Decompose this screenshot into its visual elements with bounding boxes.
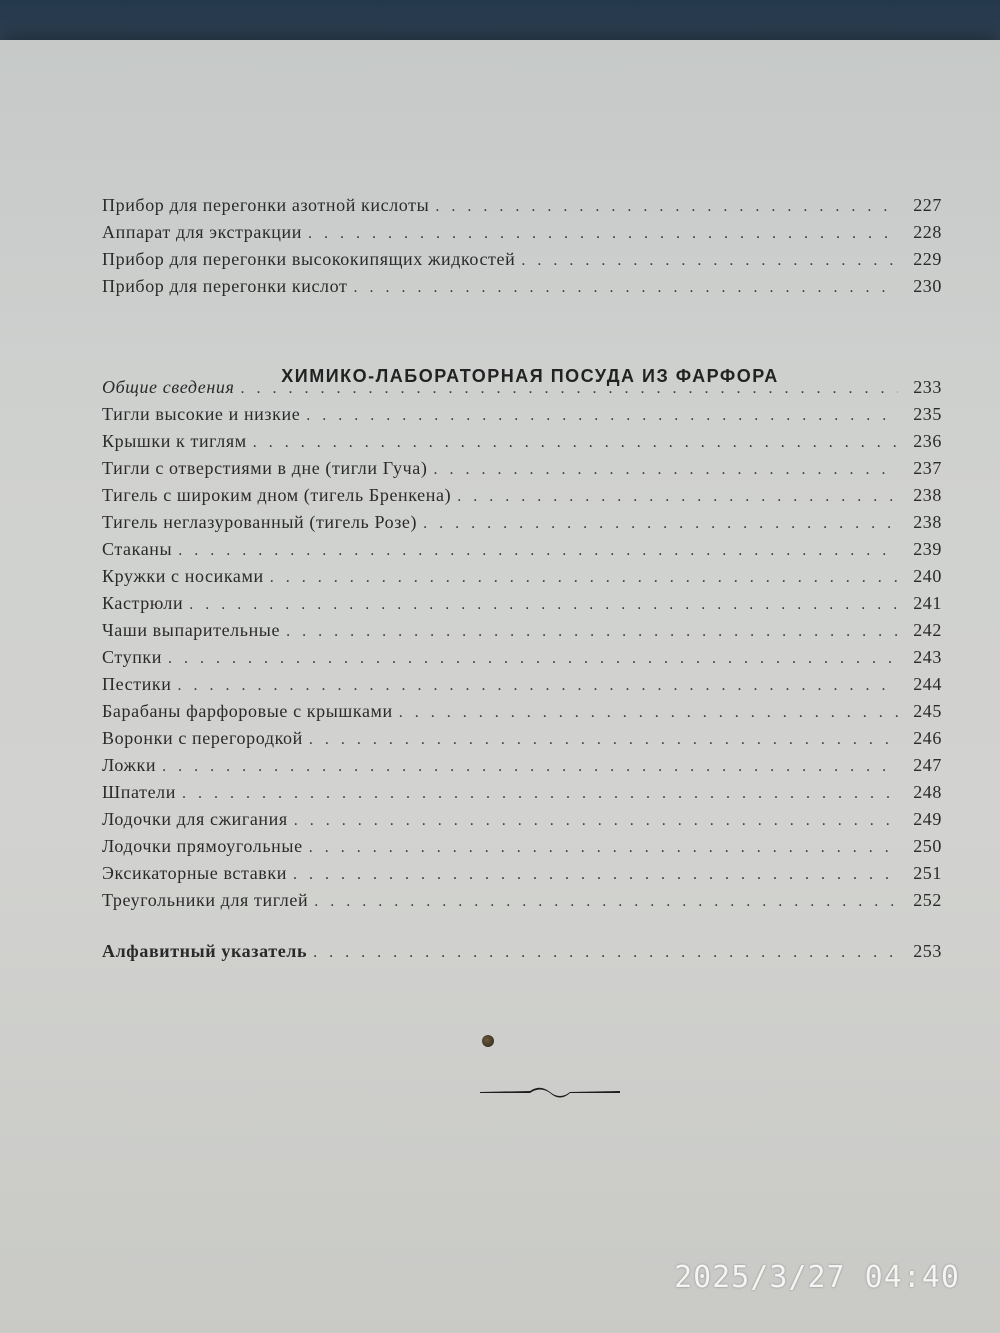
dot-leader [168, 645, 898, 672]
toc-entry-page: 240 [913, 566, 942, 586]
toc-entry-title: Лодочки прямоугольные [102, 836, 303, 856]
toc-section-list [102, 374, 942, 914]
decorative-rule-ornament [480, 1080, 620, 1104]
toc-entry-page: 237 [913, 458, 942, 478]
toc-entry-title: Прибор для перегонки азотной кислоты [102, 195, 430, 215]
toc-entry-page: 251 [913, 863, 942, 883]
toc-entry-title: Аппарат для экстракции [102, 222, 302, 242]
dot-leader [308, 220, 898, 247]
dot-leader [189, 591, 898, 618]
toc-entry [102, 887, 942, 914]
ink-dot [482, 1035, 494, 1047]
toc-entry [102, 219, 942, 246]
toc-entry-page: 249 [913, 809, 942, 829]
toc-entry-page: 228 [913, 222, 942, 242]
dot-leader [178, 672, 898, 699]
toc-entry-title: Треугольники для тиглей [102, 890, 309, 910]
toc-entry-title: Чаши выпарительные [102, 620, 281, 640]
dot-leader [457, 483, 898, 510]
dot-leader [270, 564, 898, 591]
toc-entry-title: Прибор для перегонки кислот [102, 276, 348, 296]
dot-leader [314, 888, 898, 915]
dot-leader [399, 699, 898, 726]
toc-entry-title: Барабаны фарфоровые с крышками [102, 701, 393, 721]
toc-entry [102, 273, 942, 300]
dot-leader [433, 456, 898, 483]
toc-entry [102, 938, 942, 965]
toc-entry [102, 860, 942, 887]
toc-entry [102, 428, 942, 455]
toc-entry-title: Кружки с носиками [102, 566, 264, 586]
dot-leader [294, 807, 898, 834]
toc-entry [102, 246, 942, 273]
toc-entry-page: 244 [913, 674, 942, 694]
toc-entry [102, 644, 942, 671]
dot-leader [521, 247, 898, 274]
toc-entry-page: 235 [913, 404, 942, 424]
toc-entry-title: Воронки с перегородкой [102, 728, 303, 748]
toc-entry [102, 401, 942, 428]
toc-entry-title: Эксикаторные вставки [102, 863, 287, 883]
toc-entry-page: 236 [913, 431, 942, 451]
toc-entry-title: Общие сведения [102, 377, 235, 397]
toc-entry-page: 247 [913, 755, 942, 775]
toc-entry [102, 536, 942, 563]
toc-entry [102, 671, 942, 698]
toc-entry-page: 230 [913, 276, 942, 296]
toc-entry-page: 233 [913, 377, 942, 397]
toc-entry [102, 563, 942, 590]
toc-entry-title: Тигли с отверстиями в дне (тигли Гуча) [102, 458, 428, 478]
dot-leader [309, 726, 898, 753]
toc-entry [102, 374, 942, 401]
toc-entry-page: 239 [913, 539, 942, 559]
toc-entry-title: Шпатели [102, 782, 176, 802]
toc-entry-page: 248 [913, 782, 942, 802]
dot-leader [293, 861, 898, 888]
dot-leader [240, 375, 898, 402]
toc-top-list [102, 192, 942, 300]
toc-entry-title: Пестики [102, 674, 172, 694]
dot-leader [313, 939, 898, 966]
toc-entry [102, 806, 942, 833]
toc-entry [102, 779, 942, 806]
toc-entry-page: 246 [913, 728, 942, 748]
toc-entry-title: Стаканы [102, 539, 173, 559]
toc-entry-page: 229 [913, 249, 942, 269]
toc-entry-page: 241 [913, 593, 942, 613]
toc-entry-title: Лодочки для сжигания [102, 809, 288, 829]
toc-entry-title: Алфавитный указатель [102, 941, 308, 961]
toc-entry-page: 243 [913, 647, 942, 667]
toc-entry [102, 455, 942, 482]
toc-entry-page: 253 [913, 941, 942, 961]
dot-leader [162, 753, 898, 780]
toc-entry [102, 752, 942, 779]
toc-entry [102, 725, 942, 752]
toc-entry [102, 833, 942, 860]
toc-entry [102, 192, 942, 219]
dot-leader [182, 780, 898, 807]
toc-entry-page: 250 [913, 836, 942, 856]
dot-leader [306, 402, 898, 429]
toc-entry-page: 238 [913, 512, 942, 532]
toc-entry [102, 482, 942, 509]
toc-entry-page: 245 [913, 701, 942, 721]
toc-entry-page: 238 [913, 485, 942, 505]
toc-entry [102, 617, 942, 644]
dot-leader [435, 193, 898, 220]
toc-index-entry [102, 938, 942, 965]
dot-leader [353, 274, 898, 301]
toc-entry-title: Ложки [102, 755, 157, 775]
dot-leader [286, 618, 898, 645]
toc-entry-page: 242 [913, 620, 942, 640]
toc-entry-page: 227 [913, 195, 942, 215]
toc-entry [102, 698, 942, 725]
toc-entry-title: Крышки к тиглям [102, 431, 247, 451]
dot-leader [309, 834, 898, 861]
dot-leader [253, 429, 898, 456]
toc-entry-title: Ступки [102, 647, 163, 667]
toc-entry-title: Тигли высокие и низкие [102, 404, 301, 424]
toc-entry-title: Тигель с широким дном (тигель Бренкена) [102, 485, 452, 505]
toc-entry [102, 509, 942, 536]
toc-entry-title: Кастрюли [102, 593, 184, 613]
dot-leader [178, 537, 898, 564]
toc-entry-title: Тигель неглазурованный (тигель Розе) [102, 512, 418, 532]
book-page [0, 40, 1000, 1333]
section-heading: ХИМИКО-ЛАБОРАТОРНАЯ ПОСУДА ИЗ ФАРФОРА [281, 366, 779, 386]
toc-entry-title: Прибор для перегонки высококипящих жидкостей [102, 249, 516, 269]
dot-leader [423, 510, 898, 537]
photo-timestamp: 2025/3/27 04:40 [674, 1260, 960, 1295]
toc-entry [102, 590, 942, 617]
toc-entry-page: 252 [913, 890, 942, 910]
